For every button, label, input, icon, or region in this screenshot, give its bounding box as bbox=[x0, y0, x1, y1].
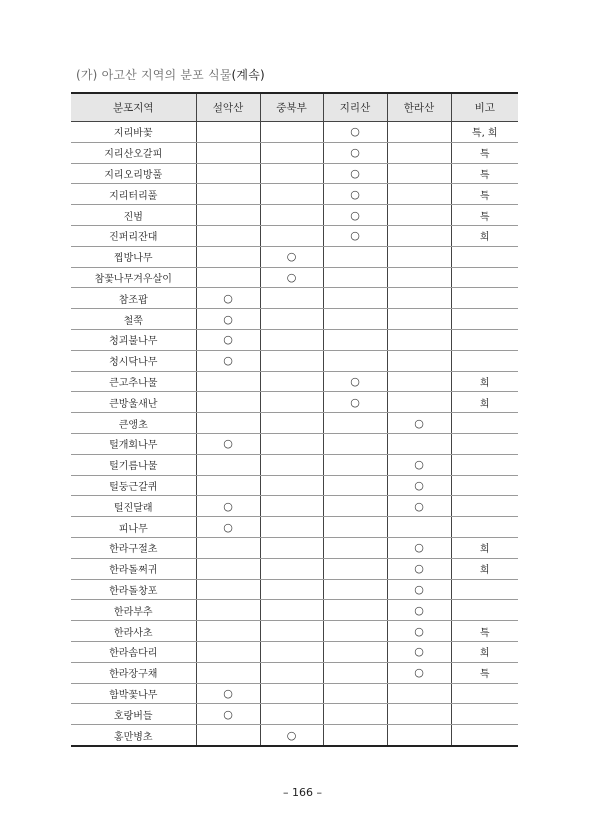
seoraksan-cell: ○ bbox=[196, 433, 260, 454]
plant-name-cell: 지리바꽃 bbox=[71, 122, 196, 143]
jungbukbu-cell bbox=[260, 496, 323, 517]
seoraksan-cell: ○ bbox=[196, 683, 260, 704]
seoraksan-cell bbox=[196, 454, 260, 475]
table-row bbox=[71, 392, 518, 413]
remarks-cell: 특 bbox=[451, 205, 518, 226]
plant-name-cell: 참꽃나무겨우살이 bbox=[71, 267, 196, 288]
table-row bbox=[71, 641, 518, 662]
plant-name-cell: 한라돌창포 bbox=[71, 579, 196, 600]
remarks-cell bbox=[451, 329, 518, 350]
seoraksan-cell bbox=[196, 392, 260, 413]
jungbukbu-cell bbox=[260, 163, 323, 184]
table-row bbox=[71, 246, 518, 267]
remarks-cell: 희 bbox=[451, 537, 518, 558]
hallasan-cell: ○ bbox=[387, 600, 451, 621]
hallasan-cell bbox=[387, 309, 451, 330]
plant-name-cell: 털진달래 bbox=[71, 496, 196, 517]
hallasan-cell bbox=[387, 142, 451, 163]
remarks-cell bbox=[451, 517, 518, 538]
remarks-cell: 희 bbox=[451, 225, 518, 246]
seoraksan-cell bbox=[196, 163, 260, 184]
table-row bbox=[71, 371, 518, 392]
remarks-cell bbox=[451, 725, 518, 746]
plant-name-cell: 큰고추나물 bbox=[71, 371, 196, 392]
remarks-cell bbox=[451, 309, 518, 330]
remarks-cell: 특 bbox=[451, 621, 518, 642]
table-row bbox=[71, 205, 518, 226]
jungbukbu-cell bbox=[260, 621, 323, 642]
table-row bbox=[71, 558, 518, 579]
hallasan-cell bbox=[387, 184, 451, 205]
seoraksan-cell bbox=[196, 579, 260, 600]
hallasan-cell: ○ bbox=[387, 454, 451, 475]
remarks-cell bbox=[451, 683, 518, 704]
seoraksan-cell: ○ bbox=[196, 496, 260, 517]
seoraksan-cell bbox=[196, 142, 260, 163]
table-row bbox=[71, 683, 518, 704]
header-jirisan: 지리산 bbox=[323, 93, 387, 122]
jungbukbu-cell bbox=[260, 579, 323, 600]
hallasan-cell: ○ bbox=[387, 496, 451, 517]
jirisan-cell: ○ bbox=[323, 142, 387, 163]
seoraksan-cell bbox=[196, 267, 260, 288]
table-row bbox=[71, 579, 518, 600]
section-title bbox=[76, 66, 265, 83]
plant-name-cell: 청시닥나무 bbox=[71, 350, 196, 371]
jungbukbu-cell bbox=[260, 454, 323, 475]
seoraksan-cell bbox=[196, 600, 260, 621]
hallasan-cell bbox=[387, 725, 451, 746]
hallasan-cell bbox=[387, 122, 451, 143]
header-hallasan: 한라산 bbox=[387, 93, 451, 122]
remarks-cell: 특 bbox=[451, 662, 518, 683]
hallasan-cell: ○ bbox=[387, 662, 451, 683]
hallasan-cell: ○ bbox=[387, 475, 451, 496]
jirisan-cell: ○ bbox=[323, 392, 387, 413]
hallasan-cell: ○ bbox=[387, 558, 451, 579]
seoraksan-cell: ○ bbox=[196, 309, 260, 330]
jungbukbu-cell bbox=[260, 475, 323, 496]
seoraksan-cell bbox=[196, 725, 260, 746]
table-row bbox=[71, 267, 518, 288]
seoraksan-cell bbox=[196, 537, 260, 558]
remarks-cell: 희 bbox=[451, 641, 518, 662]
remarks-cell bbox=[451, 704, 518, 725]
seoraksan-cell bbox=[196, 246, 260, 267]
plant-name-cell: 한라구절초 bbox=[71, 537, 196, 558]
table-row bbox=[71, 517, 518, 538]
remarks-cell: 특, 희 bbox=[451, 122, 518, 143]
table-row bbox=[71, 142, 518, 163]
table-row bbox=[71, 496, 518, 517]
table-row bbox=[71, 288, 518, 309]
jungbukbu-cell bbox=[260, 122, 323, 143]
plant-name-cell: 털개회나무 bbox=[71, 433, 196, 454]
seoraksan-cell bbox=[196, 662, 260, 683]
hallasan-cell bbox=[387, 683, 451, 704]
table-row bbox=[71, 184, 518, 205]
header-remarks: 비고 bbox=[451, 93, 518, 122]
plant-name-cell: 큰방울새난 bbox=[71, 392, 196, 413]
jirisan-cell bbox=[323, 600, 387, 621]
remarks-cell bbox=[451, 288, 518, 309]
table-row bbox=[71, 163, 518, 184]
jungbukbu-cell: ○ bbox=[260, 725, 323, 746]
hallasan-cell: ○ bbox=[387, 621, 451, 642]
seoraksan-cell bbox=[196, 371, 260, 392]
jirisan-cell bbox=[323, 350, 387, 371]
remarks-cell bbox=[451, 475, 518, 496]
page-number: – 166 – bbox=[283, 786, 322, 799]
jungbukbu-cell bbox=[260, 537, 323, 558]
jungbukbu-cell bbox=[260, 205, 323, 226]
table-header-row bbox=[71, 93, 518, 122]
hallasan-cell bbox=[387, 517, 451, 538]
jungbukbu-cell bbox=[260, 558, 323, 579]
plant-name-cell: 진범 bbox=[71, 205, 196, 226]
header-region: 분포지역 bbox=[71, 93, 196, 122]
table-row bbox=[71, 329, 518, 350]
distribution-table bbox=[71, 92, 518, 747]
jirisan-cell: ○ bbox=[323, 371, 387, 392]
jungbukbu-cell bbox=[260, 683, 323, 704]
table-row bbox=[71, 704, 518, 725]
jirisan-cell bbox=[323, 496, 387, 517]
jirisan-cell bbox=[323, 662, 387, 683]
plant-name-cell: 호랑버들 bbox=[71, 704, 196, 725]
remarks-cell: 특 bbox=[451, 142, 518, 163]
plant-name-cell: 지리터리풀 bbox=[71, 184, 196, 205]
jirisan-cell bbox=[323, 288, 387, 309]
plant-name-cell: 철쭉 bbox=[71, 309, 196, 330]
remarks-cell: 희 bbox=[451, 558, 518, 579]
plant-name-cell: 피나무 bbox=[71, 517, 196, 538]
jirisan-cell bbox=[323, 413, 387, 434]
table-row bbox=[71, 621, 518, 642]
remarks-cell bbox=[451, 454, 518, 475]
jirisan-cell bbox=[323, 309, 387, 330]
jirisan-cell bbox=[323, 641, 387, 662]
table-row bbox=[71, 537, 518, 558]
table-row bbox=[71, 433, 518, 454]
jungbukbu-cell bbox=[260, 392, 323, 413]
seoraksan-cell: ○ bbox=[196, 350, 260, 371]
table-row bbox=[71, 350, 518, 371]
hallasan-cell bbox=[387, 433, 451, 454]
jirisan-cell: ○ bbox=[323, 205, 387, 226]
jirisan-cell bbox=[323, 475, 387, 496]
jirisan-cell bbox=[323, 579, 387, 600]
seoraksan-cell bbox=[196, 558, 260, 579]
jungbukbu-cell bbox=[260, 517, 323, 538]
seoraksan-cell: ○ bbox=[196, 517, 260, 538]
jungbukbu-cell bbox=[260, 329, 323, 350]
jirisan-cell bbox=[323, 725, 387, 746]
jirisan-cell: ○ bbox=[323, 122, 387, 143]
plant-name-cell: 한라솜다리 bbox=[71, 641, 196, 662]
jirisan-cell: ○ bbox=[323, 225, 387, 246]
remarks-cell bbox=[451, 246, 518, 267]
section-title-main: (가) 아고산 지역의 분포 식물 bbox=[76, 68, 232, 82]
jungbukbu-cell bbox=[260, 641, 323, 662]
table-row bbox=[71, 122, 518, 143]
jirisan-cell bbox=[323, 246, 387, 267]
jungbukbu-cell bbox=[260, 371, 323, 392]
seoraksan-cell bbox=[196, 641, 260, 662]
remarks-cell bbox=[451, 433, 518, 454]
hallasan-cell bbox=[387, 267, 451, 288]
remarks-cell bbox=[451, 496, 518, 517]
jirisan-cell bbox=[323, 433, 387, 454]
seoraksan-cell bbox=[196, 184, 260, 205]
plant-name-cell: 찝방나무 bbox=[71, 246, 196, 267]
jungbukbu-cell bbox=[260, 662, 323, 683]
hallasan-cell bbox=[387, 350, 451, 371]
seoraksan-cell bbox=[196, 205, 260, 226]
table-row bbox=[71, 600, 518, 621]
seoraksan-cell: ○ bbox=[196, 329, 260, 350]
hallasan-cell bbox=[387, 392, 451, 413]
remarks-cell: 특 bbox=[451, 184, 518, 205]
plant-name-cell: 진퍼리잔대 bbox=[71, 225, 196, 246]
remarks-cell: 특 bbox=[451, 163, 518, 184]
hallasan-cell bbox=[387, 246, 451, 267]
seoraksan-cell: ○ bbox=[196, 288, 260, 309]
remarks-cell bbox=[451, 413, 518, 434]
jirisan-cell bbox=[323, 558, 387, 579]
plant-name-cell: 털둥근갈퀴 bbox=[71, 475, 196, 496]
jungbukbu-cell bbox=[260, 350, 323, 371]
section-title-continued: (계속) bbox=[231, 68, 265, 82]
jungbukbu-cell bbox=[260, 225, 323, 246]
table-body bbox=[71, 122, 518, 746]
hallasan-cell bbox=[387, 225, 451, 246]
hallasan-cell bbox=[387, 163, 451, 184]
table-row bbox=[71, 225, 518, 246]
hallasan-cell: ○ bbox=[387, 579, 451, 600]
header-seoraksan: 설악산 bbox=[196, 93, 260, 122]
plant-name-cell: 청괴불나무 bbox=[71, 329, 196, 350]
jirisan-cell bbox=[323, 267, 387, 288]
jungbukbu-cell bbox=[260, 704, 323, 725]
plant-name-cell: 함박꽃나무 bbox=[71, 683, 196, 704]
plant-name-cell: 한라장구채 bbox=[71, 662, 196, 683]
jirisan-cell: ○ bbox=[323, 163, 387, 184]
plant-name-cell: 지리산오갈피 bbox=[71, 142, 196, 163]
jungbukbu-cell bbox=[260, 433, 323, 454]
hallasan-cell bbox=[387, 205, 451, 226]
plant-name-cell: 한라돌쩌귀 bbox=[71, 558, 196, 579]
hallasan-cell: ○ bbox=[387, 641, 451, 662]
table-row bbox=[71, 475, 518, 496]
plant-name-cell: 한라부추 bbox=[71, 600, 196, 621]
table-row bbox=[71, 413, 518, 434]
remarks-cell: 희 bbox=[451, 371, 518, 392]
table-row bbox=[71, 309, 518, 330]
hallasan-cell bbox=[387, 329, 451, 350]
jirisan-cell bbox=[323, 704, 387, 725]
jungbukbu-cell: ○ bbox=[260, 246, 323, 267]
remarks-cell bbox=[451, 350, 518, 371]
plant-name-cell: 홍만병초 bbox=[71, 725, 196, 746]
jungbukbu-cell: ○ bbox=[260, 267, 323, 288]
seoraksan-cell bbox=[196, 621, 260, 642]
plant-name-cell: 지리오리방풀 bbox=[71, 163, 196, 184]
table-row bbox=[71, 725, 518, 746]
jirisan-cell bbox=[323, 329, 387, 350]
jirisan-cell bbox=[323, 454, 387, 475]
jirisan-cell bbox=[323, 517, 387, 538]
jungbukbu-cell bbox=[260, 184, 323, 205]
jirisan-cell bbox=[323, 683, 387, 704]
plant-name-cell: 큰앵초 bbox=[71, 413, 196, 434]
plant-name-cell: 한라사초 bbox=[71, 621, 196, 642]
jungbukbu-cell bbox=[260, 142, 323, 163]
remarks-cell: 희 bbox=[451, 392, 518, 413]
jirisan-cell bbox=[323, 621, 387, 642]
hallasan-cell bbox=[387, 704, 451, 725]
jungbukbu-cell bbox=[260, 288, 323, 309]
jungbukbu-cell bbox=[260, 600, 323, 621]
table-row bbox=[71, 662, 518, 683]
seoraksan-cell bbox=[196, 225, 260, 246]
seoraksan-cell: ○ bbox=[196, 704, 260, 725]
jirisan-cell bbox=[323, 537, 387, 558]
jungbukbu-cell bbox=[260, 413, 323, 434]
plant-name-cell: 참조팝 bbox=[71, 288, 196, 309]
seoraksan-cell bbox=[196, 122, 260, 143]
hallasan-cell bbox=[387, 371, 451, 392]
hallasan-cell: ○ bbox=[387, 537, 451, 558]
remarks-cell bbox=[451, 579, 518, 600]
plant-name-cell: 털기름나물 bbox=[71, 454, 196, 475]
jirisan-cell: ○ bbox=[323, 184, 387, 205]
seoraksan-cell bbox=[196, 413, 260, 434]
remarks-cell bbox=[451, 267, 518, 288]
remarks-cell bbox=[451, 600, 518, 621]
seoraksan-cell bbox=[196, 475, 260, 496]
hallasan-cell: ○ bbox=[387, 413, 451, 434]
jungbukbu-cell bbox=[260, 309, 323, 330]
header-jungbukbu: 중북부 bbox=[260, 93, 323, 122]
hallasan-cell bbox=[387, 288, 451, 309]
table-row bbox=[71, 454, 518, 475]
